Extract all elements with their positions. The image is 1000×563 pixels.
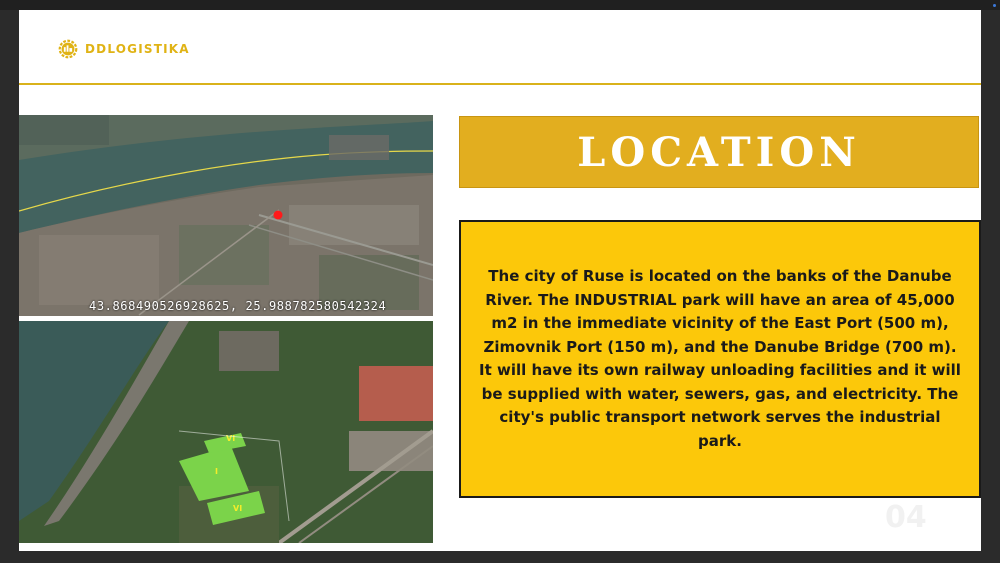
status-dot [993, 4, 996, 7]
brand-header [57, 38, 190, 60]
city-map-image [19, 115, 433, 316]
slide-title: LOCATION [577, 128, 861, 176]
location-description: The city of Ruse is located on the banks of the Danube River. The INDUSTRIAL park will have an area of 45,000 m2 in the immediate vicinity of the East Port (500 m), Zimovnik Port (150 m), and the Danube Bridge (700 m). It will have its own railway unloading facilities and it will be supplied with water, sewers, gas, and electricity. The city's public transport network serves the industrial park. [479, 267, 961, 450]
map-coordinates: 43.868490526928625, 25.988782580542324 [89, 299, 387, 313]
window-top-strip [0, 0, 1000, 10]
plot-label-vi-top: VI [226, 434, 236, 443]
satellite-map-city [19, 115, 433, 316]
plot-label-i: I [215, 467, 218, 476]
park-map-image [19, 321, 433, 543]
plot-label-vi-bottom: VI [233, 504, 243, 513]
page-number: 04 [885, 500, 927, 535]
gear-factory-icon [57, 38, 79, 60]
presentation-slide [19, 10, 981, 551]
satellite-map-park [19, 321, 433, 543]
brand-name: DDLOGISTIKA [85, 42, 190, 56]
description-box [459, 220, 981, 498]
header-divider [19, 83, 981, 85]
location-title-box [459, 116, 979, 188]
